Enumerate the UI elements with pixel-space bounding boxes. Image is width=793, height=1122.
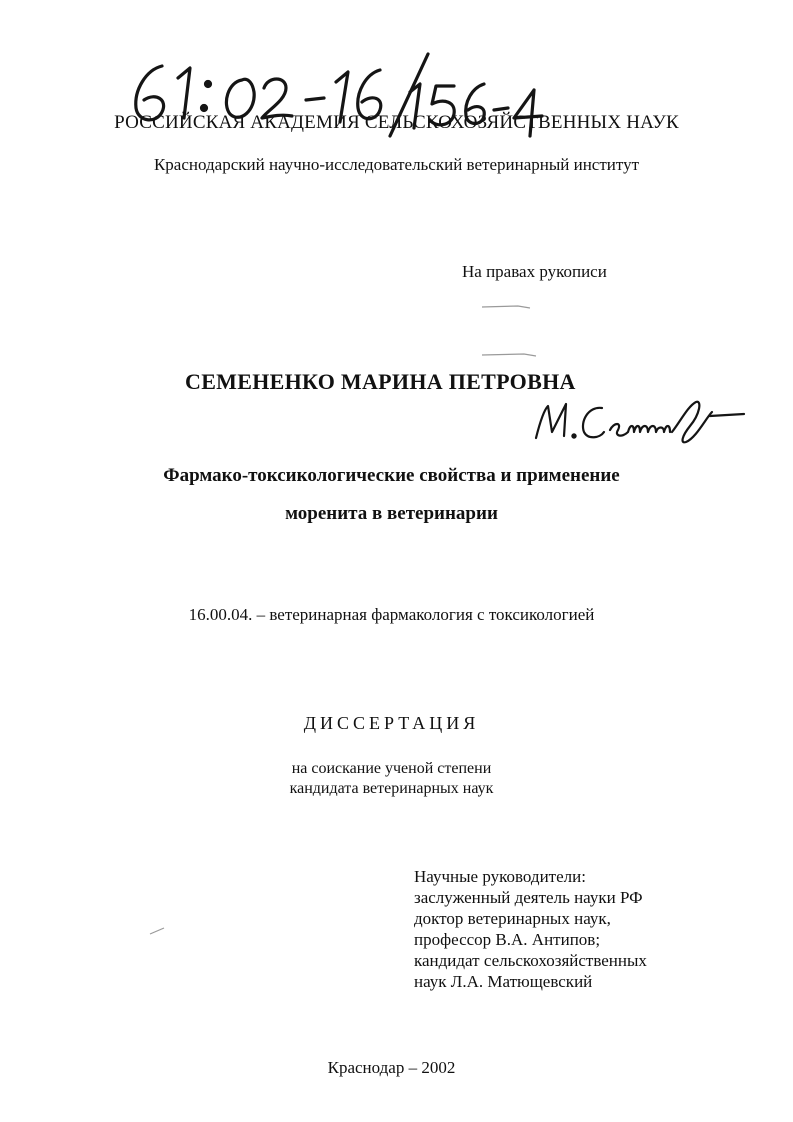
scan-speck xyxy=(148,924,168,938)
degree-line-1: на соискание ученой степени xyxy=(291,760,492,777)
supervisors-block xyxy=(414,866,647,992)
scan-speck xyxy=(478,300,538,312)
scan-speck xyxy=(480,349,540,361)
author-name: СЕМЕНЕНКО МАРИНА ПЕТРОВНА xyxy=(185,369,576,394)
dissertation-title-line-2: моренита в ветеринарии xyxy=(285,503,498,524)
supervisors-heading: Научные руководители: xyxy=(414,867,586,886)
city-year: Краснодар – 2002 xyxy=(327,1058,456,1077)
institute-name: Краснодарский научно-исследовательский ветеринарный институт xyxy=(153,155,640,174)
degree-line-2: кандидата ветеринарных наук xyxy=(289,780,494,797)
supervisor-line: заслуженный деятель науки РФ xyxy=(414,888,643,907)
specialty-code: 16.00.04. – ветеринарная фармакология с токсикологией xyxy=(188,605,595,624)
document-type: ДИССЕРТАЦИЯ xyxy=(303,713,480,733)
supervisor-line: наук Л.А. Матющевский xyxy=(414,972,593,991)
academy-name: РОССИЙСКАЯ АКАДЕМИЯ СЕЛЬСКОХОЗЯЙСТВЕННЫХ НАУК xyxy=(114,112,679,133)
supervisor-line: профессор В.А. Антипов; xyxy=(414,930,601,949)
rights-note: На правах рукописи xyxy=(462,262,607,281)
supervisor-line: доктор ветеринарных наук, xyxy=(414,909,611,928)
supervisor-line: кандидат сельскохозяйственных xyxy=(414,951,647,970)
author-signature xyxy=(530,392,750,452)
dissertation-title-line-1: Фармако-токсикологические свойства и применение xyxy=(163,465,620,486)
